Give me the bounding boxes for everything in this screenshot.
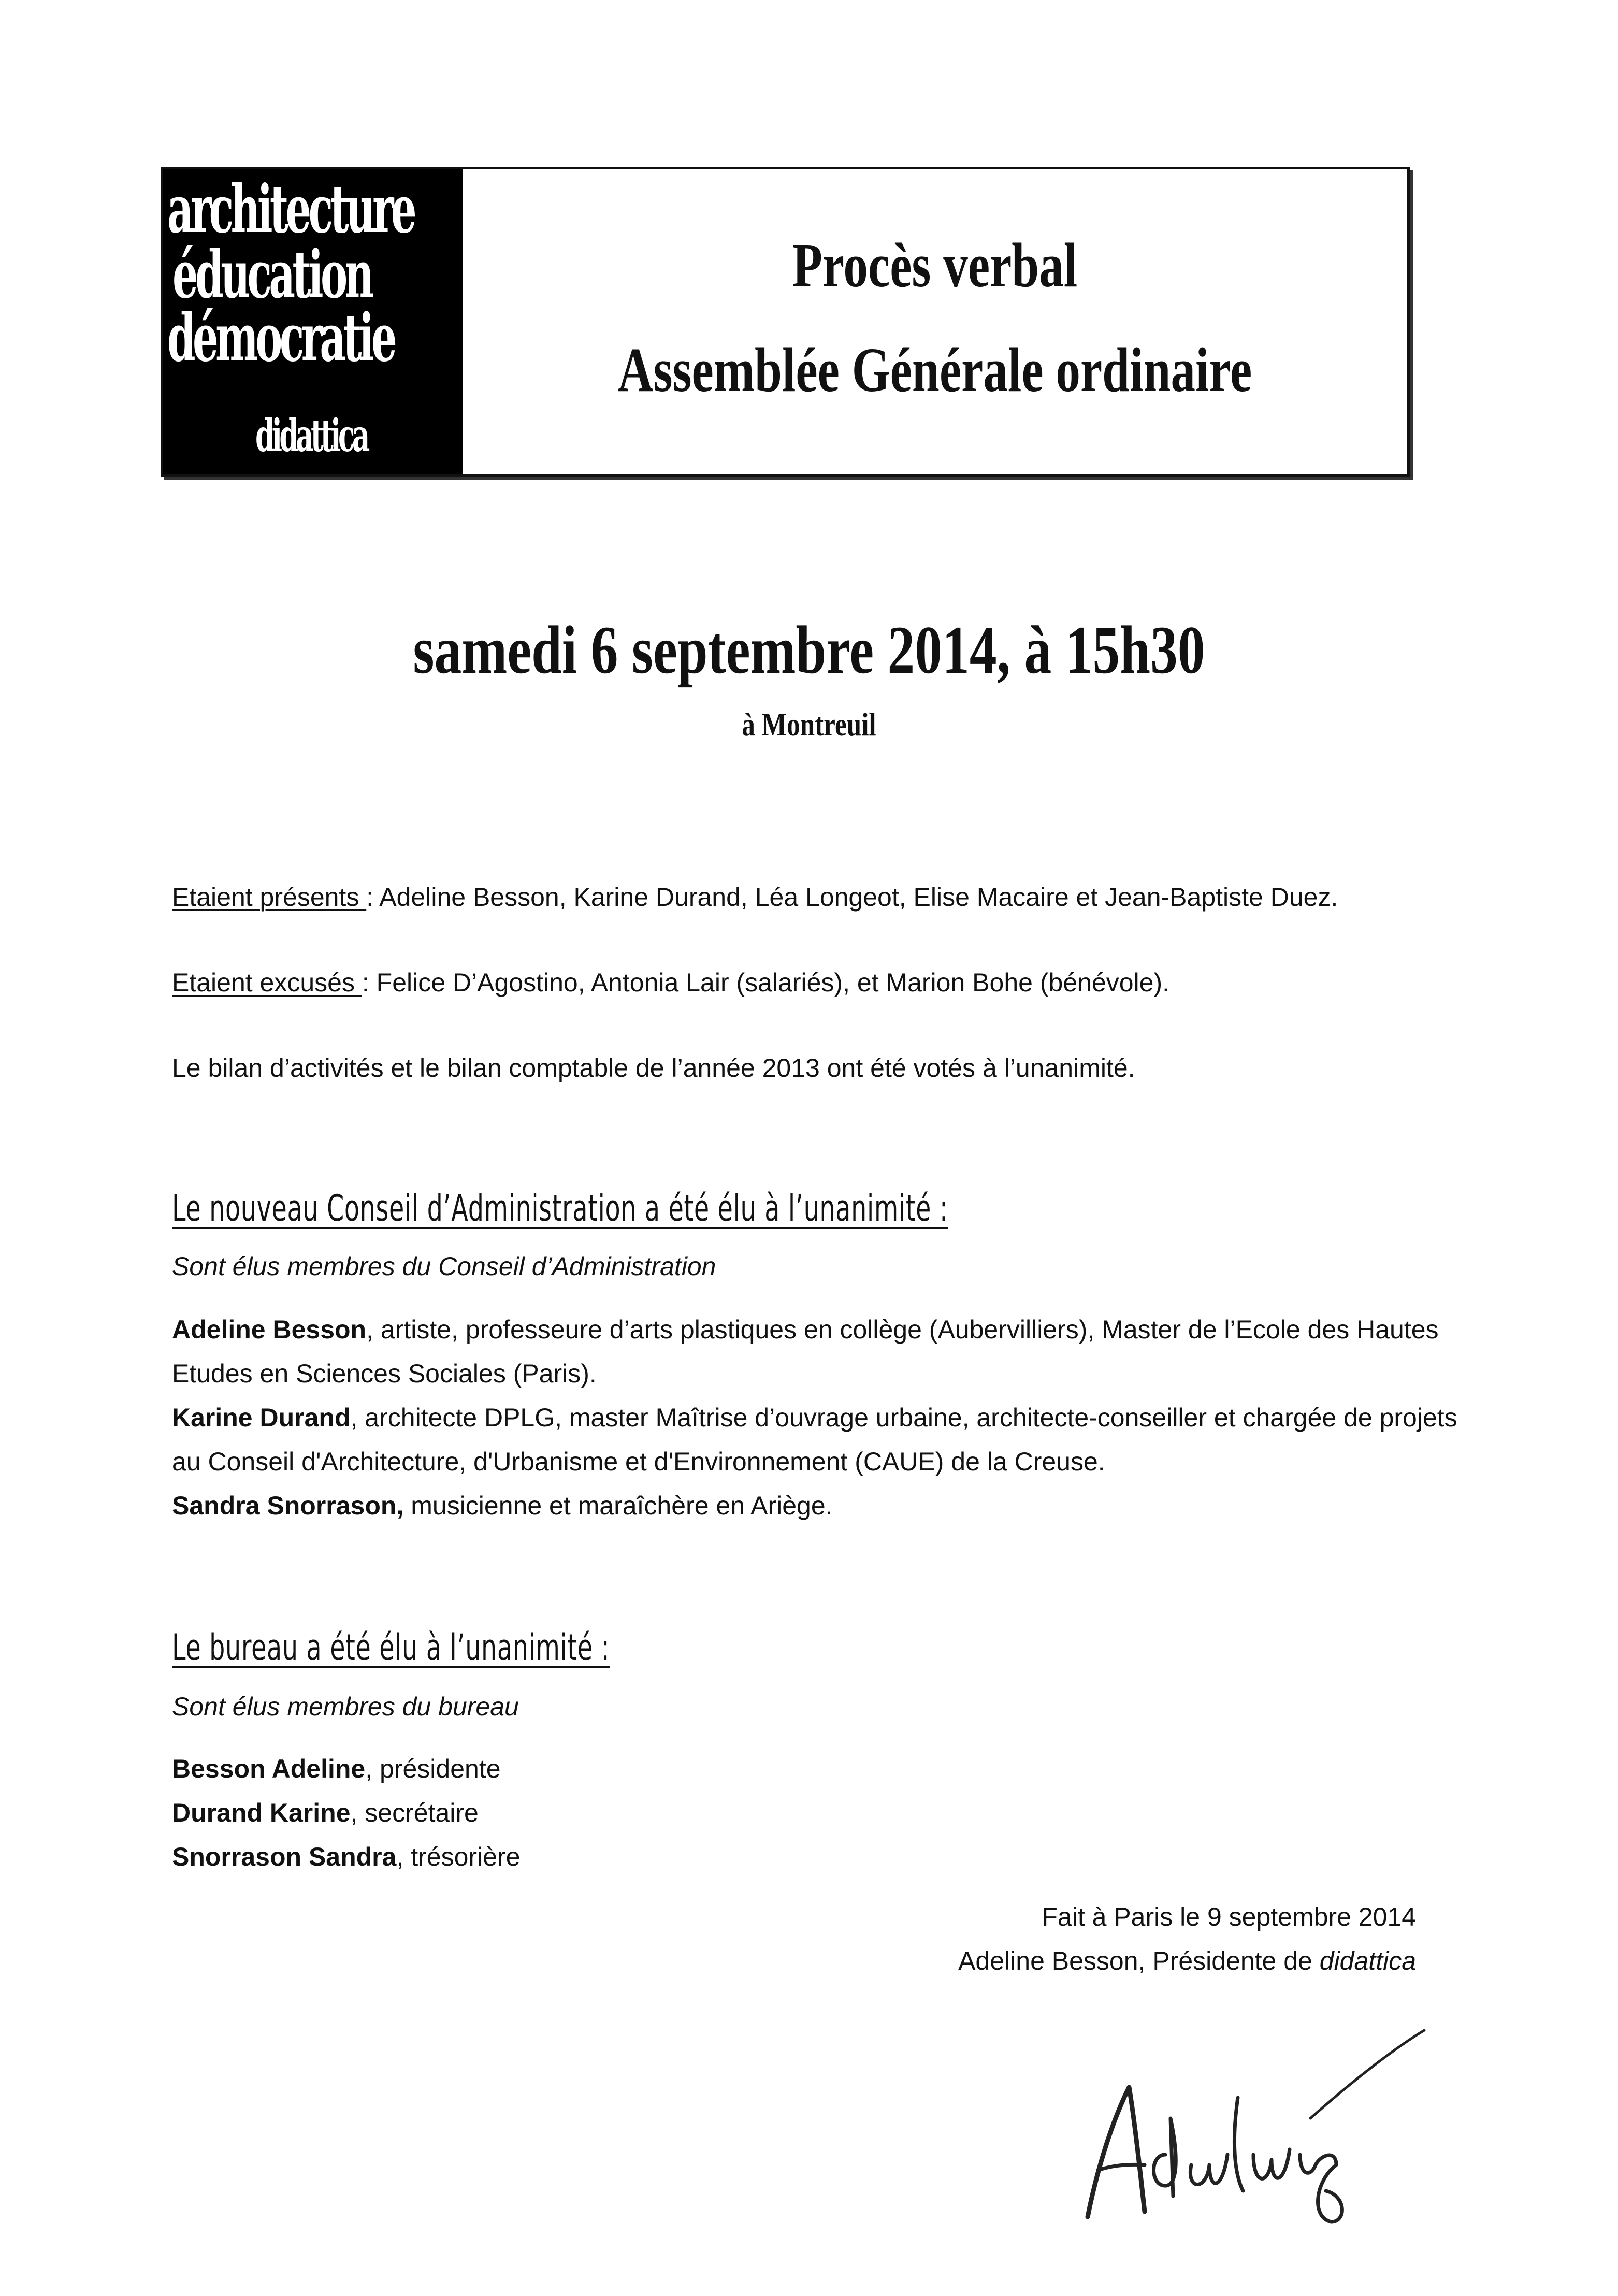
- bureau-member-3: Snorrason Sandra, trésorière: [172, 1842, 521, 1871]
- logo-word-didattica: didattica: [255, 410, 367, 462]
- board-member-1-line2: Etudes en Sciences Sociales (Paris).: [172, 1359, 597, 1388]
- header-box: [161, 167, 1410, 477]
- logo-word-democratie: démocratie: [167, 299, 395, 376]
- logo-word-architecture: architecture: [167, 171, 414, 248]
- bureau-heading: Le bureau a été élu à l’unanimité :: [172, 1626, 610, 1669]
- didattica-logo: [163, 169, 463, 474]
- closing-signatory: Adeline Besson, Présidente de didattica: [958, 1946, 1416, 1975]
- organisation-name: didattica: [1319, 1946, 1416, 1975]
- board-member-3-name: Sandra Snorrason,: [172, 1491, 404, 1520]
- excused-label: Etaient excusés: [172, 968, 362, 997]
- handwritten-signature: [1067, 1999, 1429, 2258]
- document-title: [463, 169, 1407, 474]
- present-paragraph: [172, 884, 1338, 910]
- board-member-1-line1: Adeline Besson, artiste, professeure d’arts plastiques en collège (Aubervilliers), Master de l’Ecole des Hautes: [172, 1315, 1439, 1344]
- board-member-1-name: Adeline Besson: [172, 1315, 367, 1344]
- logo-word-education: éducation: [172, 236, 371, 313]
- bureau-subheading: Sont élus membres du bureau: [172, 1692, 519, 1721]
- board-subheading: Sont élus membres du Conseil d’Administration: [172, 1252, 716, 1281]
- title-line-2: Assemblée Générale ordinaire: [617, 335, 1252, 405]
- title-line-1: Procès verbal: [792, 230, 1078, 300]
- board-member-2-line2: au Conseil d'Architecture, d'Urbanisme et d'Environnement (CAUE) de la Creuse.: [172, 1447, 1105, 1476]
- meeting-place: à Montreuil: [742, 706, 876, 743]
- present-names: : Adeline Besson, Karine Durand, Léa Longeot, Elise Macaire et Jean-Baptiste Duez.: [366, 883, 1338, 912]
- board-member-2-name: Karine Durand: [172, 1403, 351, 1432]
- closing-place-date: Fait à Paris le 9 septembre 2014: [1042, 1902, 1416, 1931]
- present-label: Etaient présents: [172, 883, 367, 912]
- meeting-date: samedi 6 septembre 2014, à 15h30: [413, 612, 1205, 688]
- bureau-member-1: Besson Adeline, présidente: [172, 1754, 501, 1783]
- bureau-member-2: Durand Karine, secrétaire: [172, 1798, 479, 1827]
- report-sentence: Le bilan d’activités et le bilan comptable de l’année 2013 ont été votés à l’unanimité.: [172, 1053, 1135, 1082]
- board-member-2-line1: Karine Durand, architecte DPLG, master Maîtrise d’ouvrage urbaine, architecte-conseiller et chargée de projets: [172, 1403, 1457, 1432]
- excused-names: : Felice D’Agostino, Antonia Lair (salariés), et Marion Bohe (bénévole).: [362, 968, 1169, 997]
- board-member-3: Sandra Snorrason, musicienne et maraîchère en Ariège.: [172, 1491, 833, 1520]
- excused-paragraph: [172, 970, 1169, 995]
- board-heading: Le nouveau Conseil d’Administration a été élu à l’unanimité :: [172, 1187, 948, 1230]
